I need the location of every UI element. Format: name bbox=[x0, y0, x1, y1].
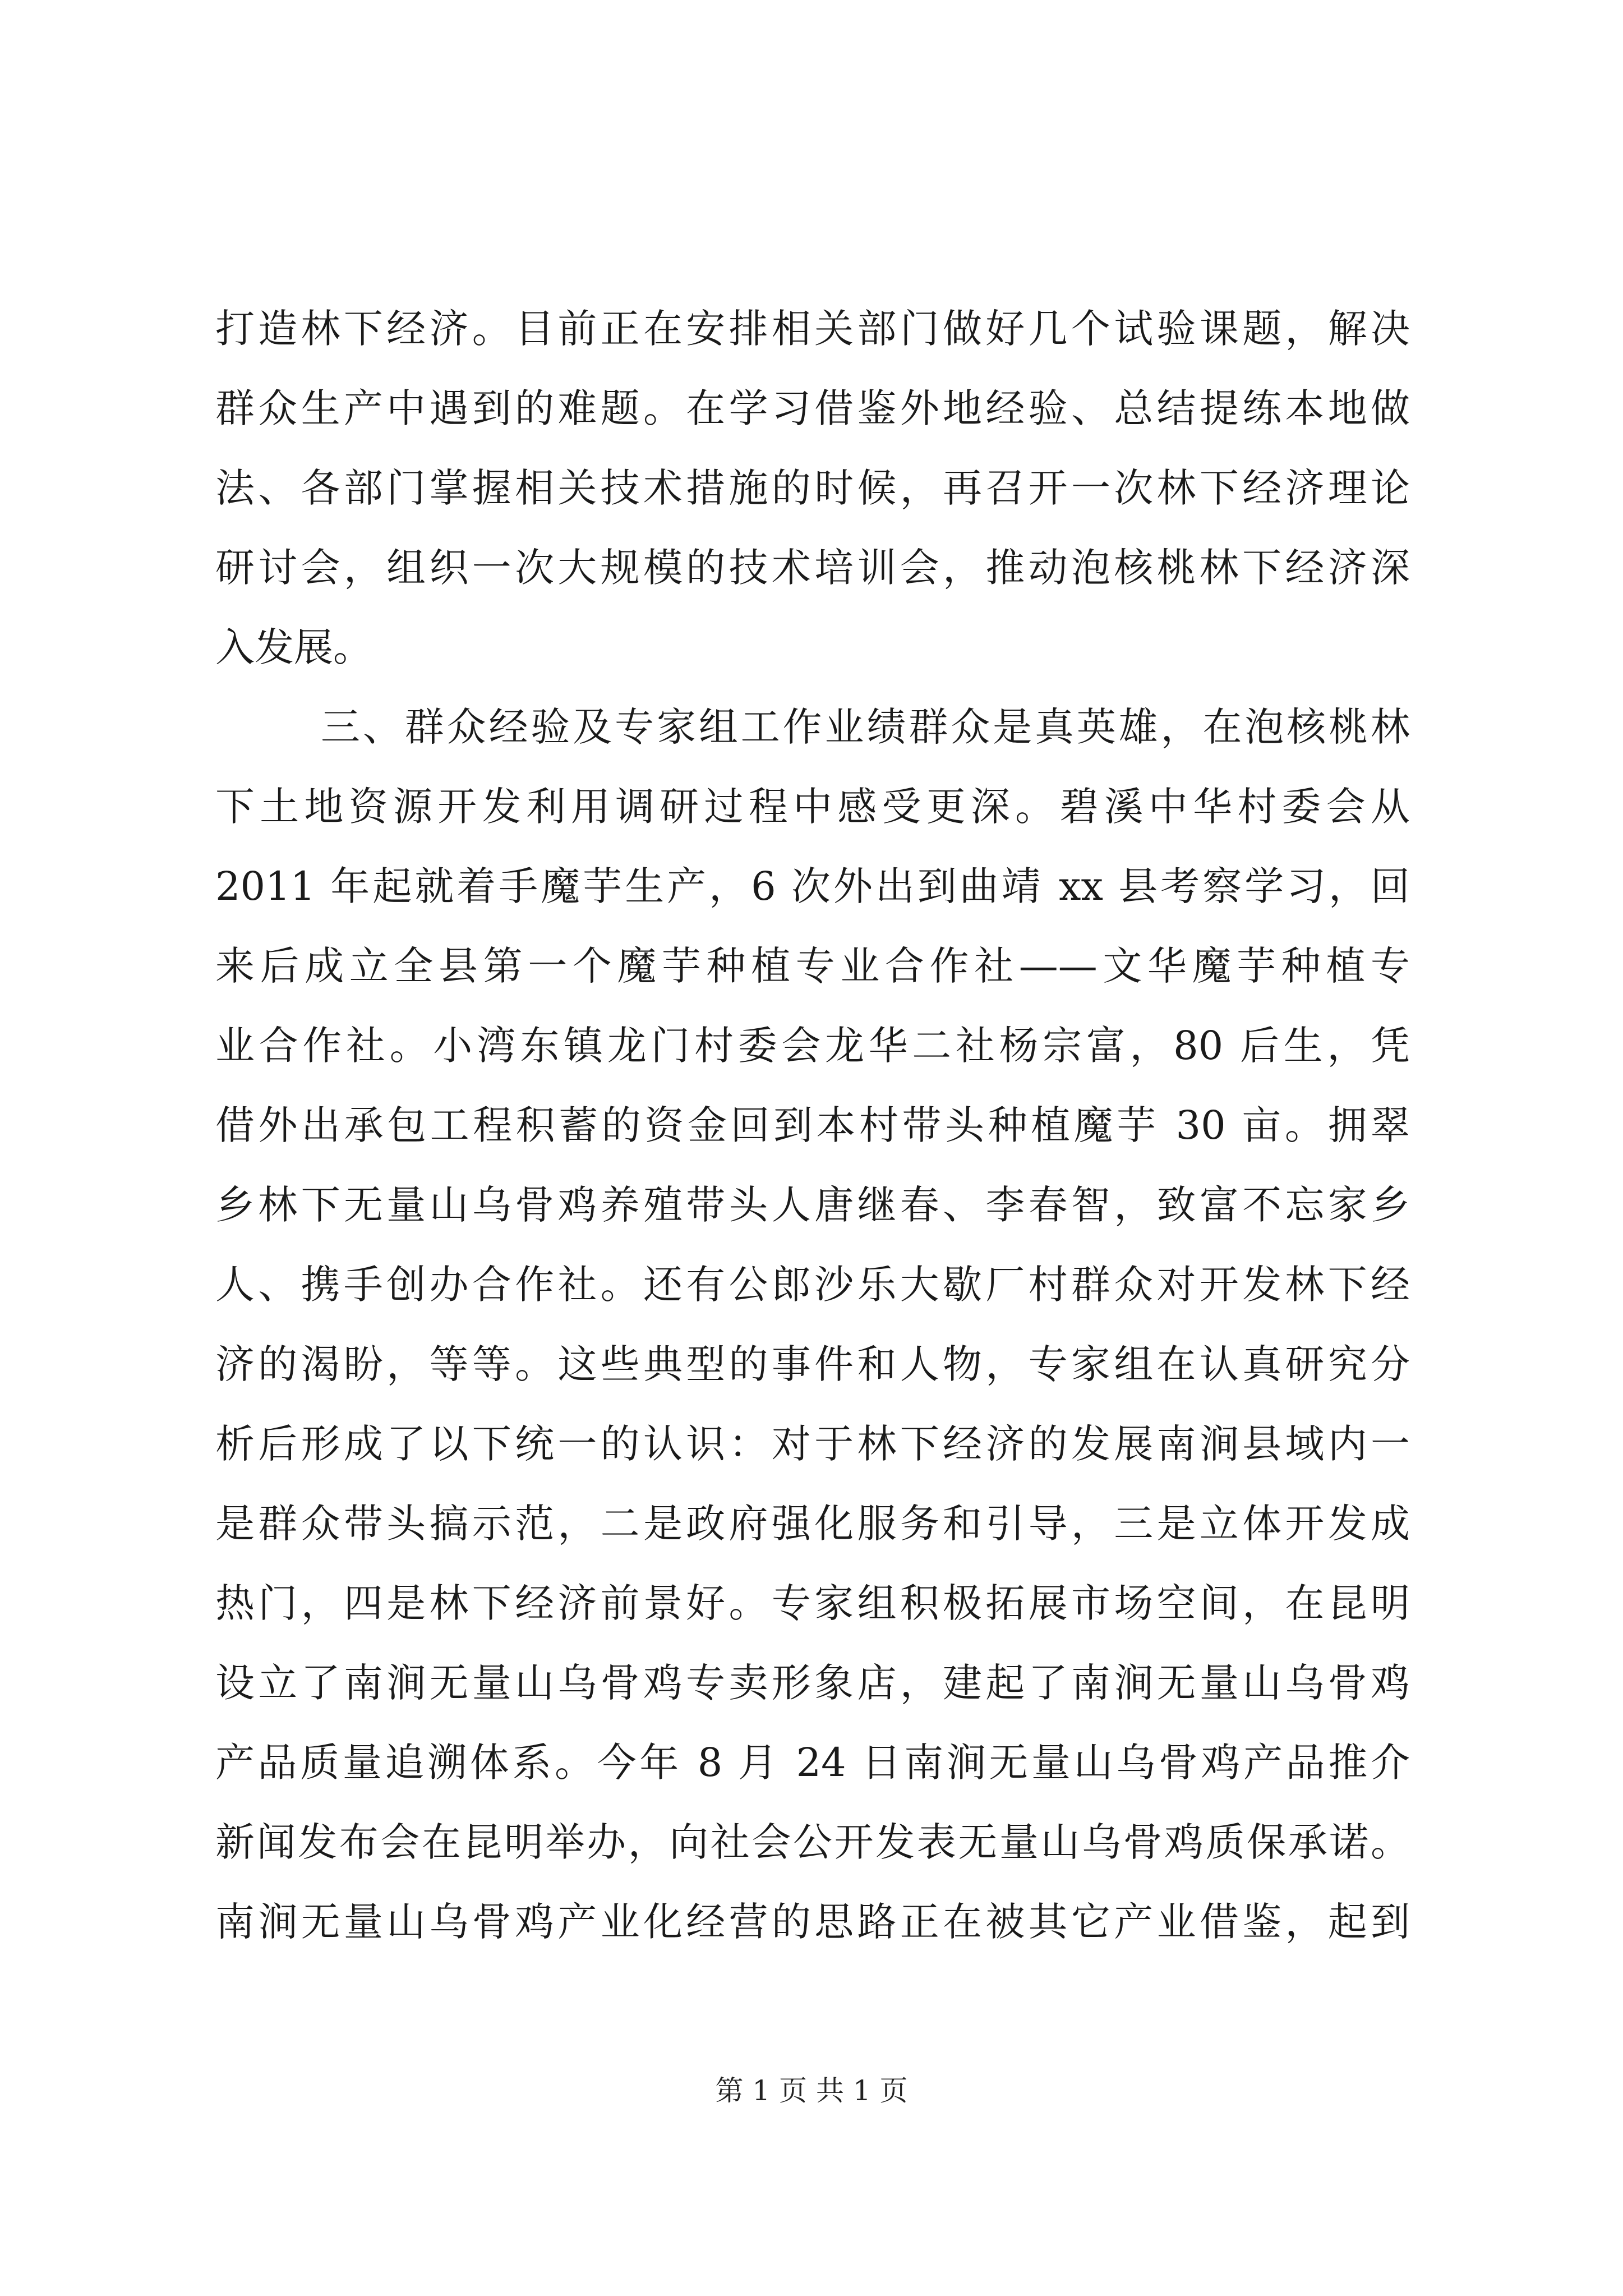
text-line: 入发展。 bbox=[215, 624, 372, 670]
text-line: 人、携手创办合作社。还有公郎沙乐大歇厂村群众对开发林下经 bbox=[215, 1262, 1410, 1308]
text-line: 产品质量追溯体系。今年 8 月 24 日南涧无量山乌骨鸡产品推介 bbox=[215, 1740, 1410, 1786]
text-line: 研讨会，组织一次大规模的技术培训会，推动泡核桃林下经济深 bbox=[215, 545, 1410, 591]
text-line: 群众生产中遇到的难题。在学习借鉴外地经验、总结提练本地做 bbox=[215, 385, 1410, 431]
text-line: 借外出承包工程积蓄的资金回到本村带头种植魔芋 30 亩。拥翠 bbox=[215, 1102, 1410, 1148]
text-line: 乡林下无量山乌骨鸡养殖带头人唐继春、李春智，致富不忘家乡 bbox=[215, 1182, 1410, 1228]
text-line: 下土地资源开发利用调研过程中感受更深。碧溪中华村委会从 bbox=[215, 784, 1410, 830]
text-line: 新闻发布会在昆明举办，向社会公开发表无量山乌骨鸡质保承诺。 bbox=[215, 1819, 1410, 1865]
text-line: 南涧无量山乌骨鸡产业化经营的思路正在被其它产业借鉴，起到 bbox=[215, 1899, 1410, 1945]
text-line: 设立了南涧无量山乌骨鸡专卖形象店，建起了南涧无量山乌骨鸡 bbox=[215, 1660, 1410, 1706]
text-line: 法、各部门掌握相关技术措施的时候，再召开一次林下经济理论 bbox=[215, 465, 1410, 511]
page-number-footer: 第 1 页 共 1 页 bbox=[715, 2074, 908, 2107]
text-line: 业合作社。小湾东镇龙门村委会龙华二社杨宗富，80 后生，凭 bbox=[215, 1023, 1410, 1069]
text-line: 三、群众经验及专家组工作业绩群众是真英雄，在泡核桃林 bbox=[321, 704, 1410, 750]
text-line: 析后形成了以下统一的认识：对于林下经济的发展南涧县域内一 bbox=[215, 1421, 1410, 1467]
text-line: 热门，四是林下经济前景好。专家组积极拓展市场空间，在昆明 bbox=[215, 1580, 1410, 1626]
text-line: 2011 年起就着手魔芋生产，6 次外出到曲靖 xx 县考察学习，回 bbox=[215, 863, 1410, 909]
text-line: 来后成立全县第一个魔芋种植专业合作社——文华魔芋种植专 bbox=[215, 943, 1410, 989]
text-line: 打造林下经济。目前正在安排相关部门做好几个试验课题，解决 bbox=[215, 306, 1410, 352]
text-line: 济的渴盼，等等。这些典型的事件和人物，专家组在认真研究分 bbox=[215, 1341, 1410, 1387]
text-line: 是群众带头搞示范，二是政府强化服务和引导，三是立体开发成 bbox=[215, 1501, 1410, 1547]
